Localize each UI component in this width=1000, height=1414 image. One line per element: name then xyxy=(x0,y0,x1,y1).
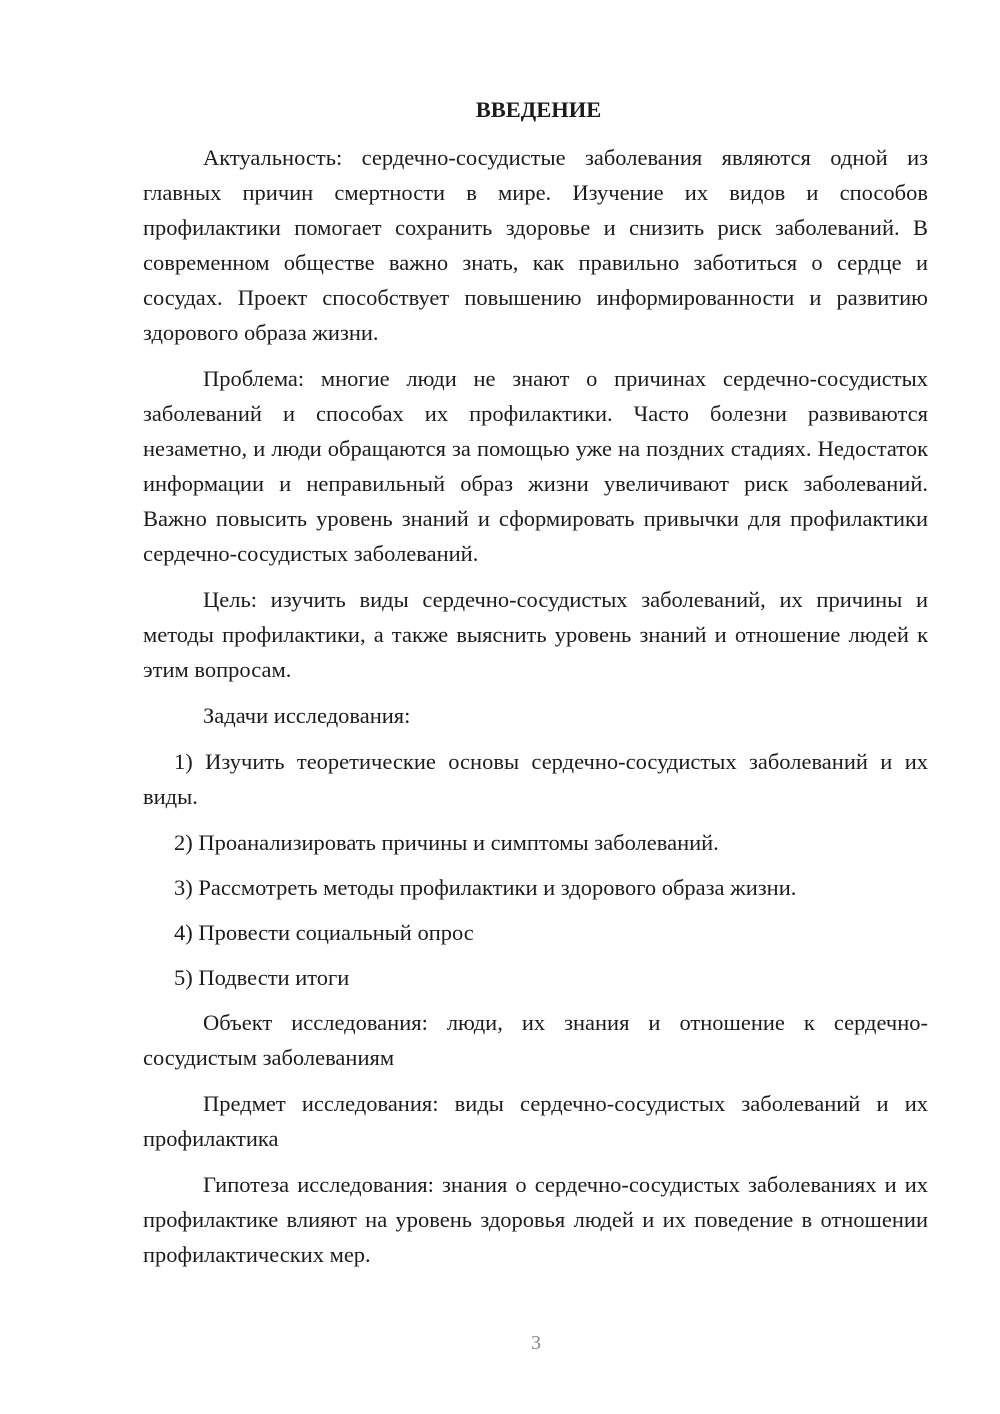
paragraph-object: Объект исследования: люди, их знания и отношение к сердечно-сосудистым заболеваниям xyxy=(143,1010,928,1070)
task-item-3: 3) Рассмотреть методы профилактики и здорового образа жизни. xyxy=(174,875,797,900)
paragraph-goal: Цель: изучить виды сердечно-сосудистых заболеваний, их причины и методы профилактики, а также выяснить уровень знаний и отношение людей к этим вопросам. xyxy=(143,587,928,682)
task-item-5: 5) Подвести итоги xyxy=(174,965,350,990)
page-title: ВВЕДЕНИЕ xyxy=(475,97,602,122)
page-number: 3 xyxy=(531,1332,541,1354)
paragraph-relevance: Актуальность: сердечно-сосудистые заболевания являются одной из главных причин смертности в мире. Изучение их видов и способов профилактики помогает сохранить здоровье и снизить риск заболеваний. В современном обществе важно знать, как правильно заботиться о сердце и сосудах. Проект способствует повышению информированности и развитию здорового образа жизни. xyxy=(143,145,928,345)
page-content xyxy=(143,92,928,1283)
paragraph-subject: Предмет исследования: виды сердечно-сосудистых заболеваний и их профилактика xyxy=(143,1091,928,1151)
task-item-1: 1) Изучить теоретические основы сердечно-сосудистых заболеваний и их виды. xyxy=(143,749,928,809)
paragraph-problem: Проблема: многие люди не знают о причинах сердечно-сосудистых заболеваний и способах их профилактики. Часто болезни развиваются незаметно, и люди обращаются за помощью уже на поздних стадиях. Недостаток информации и неправильный образ жизни увеличивают риск заболеваний. Важно повысить уровень знаний и сформировать привычки для профилактики сердечно-сосудистых заболеваний. xyxy=(143,366,928,566)
task-item-2: 2) Проанализировать причины и симптомы заболеваний. xyxy=(174,830,719,855)
tasks-heading: Задачи исследования: xyxy=(203,703,411,728)
task-item-4: 4) Провести социальный опрос xyxy=(174,920,474,945)
paragraph-hypothesis: Гипотеза исследования: знания о сердечно-сосудистых заболеваниях и их профилактике влияют на уровень здоровья людей и их поведение в отношении профилактических мер. xyxy=(143,1172,928,1267)
